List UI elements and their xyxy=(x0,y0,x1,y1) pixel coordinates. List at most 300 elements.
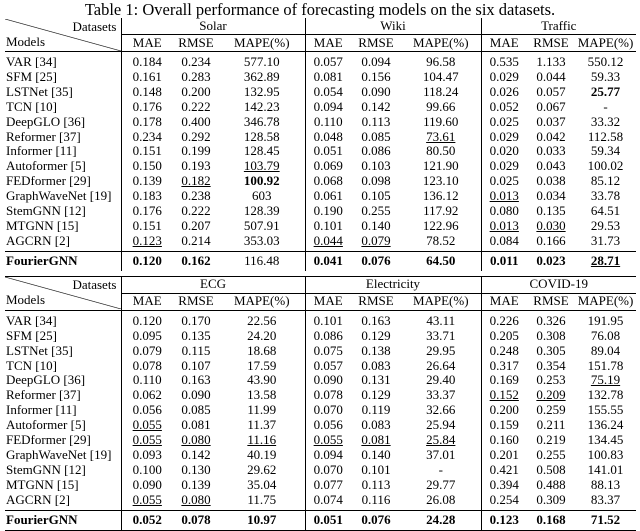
metric-cell xyxy=(401,359,481,374)
metric-cell xyxy=(575,433,636,448)
metric-cell xyxy=(527,448,575,463)
metric-cell xyxy=(305,433,351,448)
metric-cell xyxy=(481,510,527,530)
dataset-name: Wiki xyxy=(305,18,481,35)
metric-value: 362.89 xyxy=(243,68,280,84)
metric-cell xyxy=(305,85,351,100)
metric-cell xyxy=(401,52,481,70)
metric-cell xyxy=(527,115,575,130)
metric-cell xyxy=(527,204,575,219)
metric-cell xyxy=(351,130,401,145)
metric-value: 29.62 xyxy=(247,461,277,477)
metric-value: 33.37 xyxy=(426,387,456,403)
metric-value: 151.78 xyxy=(587,357,624,373)
metric-value: 0.205 xyxy=(489,327,519,343)
metric-value: 550.12 xyxy=(587,54,624,69)
metric-cell xyxy=(351,115,401,130)
metric-value: 0.078 xyxy=(181,511,211,527)
metric-cell xyxy=(527,359,575,374)
metric-cell xyxy=(173,478,219,493)
metric-value: 31.73 xyxy=(590,232,621,248)
metric-value: 22.56 xyxy=(247,312,277,328)
metric-cell xyxy=(351,174,401,189)
metric-cell xyxy=(121,85,173,100)
metric-cell xyxy=(121,310,173,328)
metric-cell xyxy=(219,329,305,344)
metric-cell xyxy=(527,130,575,145)
metric-cell xyxy=(575,85,636,100)
metric-cell xyxy=(575,52,636,70)
metric-cell xyxy=(305,418,351,433)
metric-cell xyxy=(351,418,401,433)
table-row xyxy=(5,52,636,70)
metric-cell xyxy=(121,403,173,418)
metric-value: 32.66 xyxy=(426,402,456,418)
metric-value: 0.308 xyxy=(536,327,566,343)
metric-cell xyxy=(173,329,219,344)
metric-value: 0.488 xyxy=(536,476,566,492)
metric-cell xyxy=(527,463,575,478)
metric-value: 0.207 xyxy=(181,217,211,233)
metric-cell xyxy=(121,388,173,403)
metric-cell xyxy=(305,329,351,344)
metric-value: 33.71 xyxy=(426,327,456,343)
metric-value: 0.148 xyxy=(132,83,162,99)
metric-cell xyxy=(219,52,305,70)
table-row xyxy=(5,493,636,510)
metric-cell xyxy=(527,478,575,493)
metric-cell xyxy=(351,463,401,478)
metric-cell xyxy=(401,234,481,251)
metric-cell xyxy=(219,234,305,251)
metric-cell xyxy=(219,388,305,403)
metric-value: 136.24 xyxy=(587,417,624,433)
metric-cell xyxy=(351,493,401,510)
metric-header: MAPE(%) xyxy=(219,293,305,310)
metric-cell xyxy=(219,310,305,328)
metric-value: 0.394 xyxy=(489,476,519,492)
metric-cell xyxy=(527,159,575,174)
metric-cell xyxy=(401,403,481,418)
metric-value: 132.78 xyxy=(587,387,624,403)
metric-cell xyxy=(575,219,636,234)
metric-value: 64.50 xyxy=(426,252,456,268)
metric-header: MAE xyxy=(481,35,527,52)
metric-value: 0.103 xyxy=(361,158,391,174)
metric-cell xyxy=(481,159,527,174)
model-name: LSTNet [35] xyxy=(5,344,121,359)
metric-value: 100.02 xyxy=(587,158,624,174)
metric-value: 0.163 xyxy=(361,312,391,328)
metric-value: 0.090 xyxy=(313,372,343,388)
metric-cell xyxy=(121,174,173,189)
metric-cell xyxy=(219,359,305,374)
metric-cell xyxy=(305,463,351,478)
metric-value: 0.123 xyxy=(132,232,162,248)
metric-value: 0.138 xyxy=(361,342,391,358)
metric-cell xyxy=(121,493,173,510)
metric-cell xyxy=(575,251,636,271)
table-row xyxy=(5,219,636,234)
metric-header: RMSE xyxy=(173,293,219,310)
metric-value: 0.176 xyxy=(132,98,162,114)
metric-cell xyxy=(121,373,173,388)
diagonal-divider xyxy=(5,277,121,309)
metric-cell xyxy=(173,174,219,189)
metric-value: 0.100 xyxy=(132,461,162,477)
metric-value: 0.214 xyxy=(181,232,211,248)
metric-header: MAE xyxy=(305,293,351,310)
metric-value: 75.19 xyxy=(590,372,621,388)
metric-cell xyxy=(527,144,575,159)
metric-value: 29.77 xyxy=(426,476,456,492)
model-name: SFM [25] xyxy=(5,329,121,344)
metric-value: 0.057 xyxy=(313,54,343,69)
table-row xyxy=(5,478,636,493)
metric-value: 0.090 xyxy=(132,476,162,492)
metric-cell xyxy=(305,52,351,70)
metric-value: 346.78 xyxy=(243,113,280,129)
model-name: MTGNN [15] xyxy=(5,478,121,493)
table-row xyxy=(5,403,636,418)
metric-value: 0.200 xyxy=(489,402,519,418)
metric-cell xyxy=(575,234,636,251)
metric-cell xyxy=(173,115,219,130)
metric-cell xyxy=(401,433,481,448)
model-name: TCN [10] xyxy=(5,100,121,115)
metric-value: 0.057 xyxy=(536,83,566,99)
metric-value: 78.52 xyxy=(426,232,456,248)
metric-value: 0.151 xyxy=(132,143,162,159)
metric-cell xyxy=(219,219,305,234)
metric-cell xyxy=(173,159,219,174)
metric-value: 0.166 xyxy=(536,232,566,248)
metric-cell xyxy=(173,144,219,159)
metric-cell xyxy=(121,70,173,85)
metric-cell xyxy=(351,144,401,159)
metric-cell xyxy=(575,115,636,130)
metric-value: 0.034 xyxy=(536,188,566,204)
metric-value: 83.37 xyxy=(590,491,621,507)
metric-value: 0.159 xyxy=(489,417,519,433)
metric-value: 96.58 xyxy=(426,54,456,69)
metric-cell xyxy=(481,478,527,493)
metric-cell xyxy=(351,52,401,70)
table-row xyxy=(5,329,636,344)
metric-cell xyxy=(481,115,527,130)
metric-value: 0.086 xyxy=(313,327,343,343)
metric-value: 0.152 xyxy=(489,387,519,403)
metric-cell xyxy=(173,204,219,219)
metric-value: 0.305 xyxy=(536,342,566,358)
table-row xyxy=(5,234,636,251)
metric-cell xyxy=(351,234,401,251)
metric-value: 0.011 xyxy=(489,252,519,268)
metric-value: 0.170 xyxy=(181,312,211,328)
metric-value: 0.081 xyxy=(181,417,211,433)
metric-value: 353.03 xyxy=(243,232,280,248)
model-name: Autoformer [5] xyxy=(5,159,121,174)
metric-cell xyxy=(351,433,401,448)
models-header-label: Models xyxy=(6,33,45,49)
model-name: TCN [10] xyxy=(5,359,121,374)
metric-cell xyxy=(305,448,351,463)
metric-cell xyxy=(219,70,305,85)
metric-cell xyxy=(305,510,351,530)
metric-value: 25.77 xyxy=(590,83,621,99)
metric-cell xyxy=(121,219,173,234)
metric-header: RMSE xyxy=(351,35,401,52)
metric-cell xyxy=(481,388,527,403)
model-name: AGCRN [2] xyxy=(5,234,121,251)
metric-cell xyxy=(351,251,401,271)
metric-header: RMSE xyxy=(527,293,575,310)
metric-value: 0.038 xyxy=(536,173,566,189)
table-row xyxy=(5,463,636,478)
metric-cell xyxy=(575,144,636,159)
metric-cell xyxy=(401,115,481,130)
metric-cell xyxy=(481,52,527,70)
metric-cell xyxy=(527,100,575,115)
metric-cell xyxy=(575,510,636,530)
model-name: AGCRN [2] xyxy=(5,493,121,510)
metric-cell xyxy=(575,130,636,145)
metric-value: 0.083 xyxy=(361,357,391,373)
dataset-name: Electricity xyxy=(305,276,481,293)
metric-value: 603 xyxy=(252,188,272,204)
metric-cell xyxy=(173,310,219,328)
metric-cell xyxy=(173,70,219,85)
metric-cell xyxy=(121,130,173,145)
metric-value: 11.99 xyxy=(247,402,277,418)
metric-cell xyxy=(401,219,481,234)
metric-cell xyxy=(481,130,527,145)
metric-value: 0.079 xyxy=(132,342,162,358)
metric-cell xyxy=(351,359,401,374)
metric-value: 0.101 xyxy=(313,312,343,328)
metric-value: 0.254 xyxy=(489,491,519,507)
metric-cell xyxy=(575,448,636,463)
metric-value: 0.201 xyxy=(489,446,519,462)
metric-cell xyxy=(575,493,636,510)
metric-cell xyxy=(173,189,219,204)
metric-value: 0.055 xyxy=(132,491,162,507)
metric-value: 0.085 xyxy=(181,402,211,418)
metric-cell xyxy=(401,418,481,433)
metric-value: 0.080 xyxy=(489,203,519,219)
metric-header: MAE xyxy=(305,35,351,52)
metric-value: 0.142 xyxy=(361,98,391,114)
metric-value: 0.123 xyxy=(489,511,519,527)
metric-cell xyxy=(401,310,481,328)
table-row xyxy=(5,100,636,115)
metric-value: 142.23 xyxy=(243,98,280,114)
datasets-header-label: Datasets xyxy=(72,18,117,34)
metric-cell xyxy=(575,189,636,204)
metric-value: 1.133 xyxy=(536,54,566,69)
model-name: Informer [11] xyxy=(5,144,121,159)
metric-cell xyxy=(219,448,305,463)
metric-cell xyxy=(305,70,351,85)
metric-cell xyxy=(219,159,305,174)
metric-cell xyxy=(173,359,219,374)
metric-value: 24.20 xyxy=(247,327,277,343)
metric-header: MAPE(%) xyxy=(401,293,481,310)
metric-value: 0.139 xyxy=(181,476,211,492)
metric-cell xyxy=(173,493,219,510)
metric-cell xyxy=(351,388,401,403)
metric-cell xyxy=(305,159,351,174)
metric-cell xyxy=(305,403,351,418)
table-row xyxy=(5,70,636,85)
metric-value: 0.041 xyxy=(313,252,343,268)
metric-value: 0.226 xyxy=(489,312,519,328)
table-row xyxy=(5,359,636,374)
metric-value: 0.190 xyxy=(313,203,343,219)
metric-value: 0.129 xyxy=(361,327,391,343)
metric-value: 24.28 xyxy=(426,511,456,527)
metric-cell xyxy=(351,403,401,418)
metric-cell xyxy=(401,159,481,174)
metric-cell xyxy=(219,478,305,493)
metric-value: 0.421 xyxy=(489,461,519,477)
metric-cell xyxy=(575,373,636,388)
metric-cell xyxy=(481,403,527,418)
metric-cell xyxy=(121,448,173,463)
metric-value: 0.076 xyxy=(361,511,391,527)
datasets-header-label: Datasets xyxy=(72,277,117,293)
metric-cell xyxy=(351,219,401,234)
metric-cell xyxy=(527,219,575,234)
metric-value: 0.077 xyxy=(313,476,343,492)
metric-value: 26.08 xyxy=(426,491,456,507)
metric-cell xyxy=(351,189,401,204)
metric-cell xyxy=(401,174,481,189)
model-name: FourierGNN xyxy=(5,251,121,271)
metric-value: 0.085 xyxy=(361,128,391,144)
metric-value: 0.135 xyxy=(536,203,566,219)
model-name: Autoformer [5] xyxy=(5,418,121,433)
metric-cell xyxy=(173,388,219,403)
metric-value: 0.400 xyxy=(181,113,211,129)
metric-value: 0.078 xyxy=(313,387,343,403)
metric-cell xyxy=(481,219,527,234)
metric-value: 0.248 xyxy=(489,342,519,358)
metric-cell xyxy=(527,373,575,388)
metric-cell xyxy=(401,388,481,403)
metric-value: 0.084 xyxy=(489,232,519,248)
metric-header: MAE xyxy=(121,293,173,310)
metric-cell xyxy=(575,159,636,174)
metric-value: 0.156 xyxy=(361,68,391,84)
metric-value: 141.01 xyxy=(587,461,624,477)
metric-value: 11.75 xyxy=(247,491,277,507)
metric-cell xyxy=(401,204,481,219)
metric-cell xyxy=(527,251,575,271)
metric-cell xyxy=(305,189,351,204)
metric-value: 89.04 xyxy=(590,342,621,358)
metric-value: 0.209 xyxy=(536,387,566,403)
metric-value: 0.219 xyxy=(536,432,566,448)
metric-value: 0.042 xyxy=(536,128,566,144)
model-name: Informer [11] xyxy=(5,403,121,418)
metric-cell xyxy=(575,70,636,85)
metric-value: 0.068 xyxy=(313,173,343,189)
metric-cell xyxy=(575,463,636,478)
metric-value: 0.076 xyxy=(361,252,391,268)
metric-value: 117.92 xyxy=(423,203,459,219)
metric-header: MAPE(%) xyxy=(219,35,305,52)
metric-cell xyxy=(305,204,351,219)
metric-cell xyxy=(305,359,351,374)
metric-value: 0.020 xyxy=(489,143,519,159)
metric-value: 0.161 xyxy=(132,68,162,84)
metric-value: 0.025 xyxy=(489,173,519,189)
metric-value: 0.110 xyxy=(313,113,343,129)
model-name: DeepGLO [36] xyxy=(5,373,121,388)
metric-value: 25.94 xyxy=(426,417,456,433)
table-row xyxy=(5,344,636,359)
metric-cell xyxy=(121,189,173,204)
metric-value: 43.90 xyxy=(247,372,277,388)
model-name: StemGNN [12] xyxy=(5,463,121,478)
metric-value: 0.309 xyxy=(536,491,566,507)
metric-value: 0.211 xyxy=(536,417,566,433)
metric-cell xyxy=(173,100,219,115)
metric-value: 0.026 xyxy=(489,83,519,99)
metric-value: 128.45 xyxy=(243,143,280,159)
metric-cell xyxy=(351,344,401,359)
metric-value: 0.090 xyxy=(361,83,391,99)
table-row xyxy=(5,448,636,463)
metric-value: 0.292 xyxy=(181,128,211,144)
metric-value: 0.067 xyxy=(536,98,566,114)
metric-cell xyxy=(351,329,401,344)
metric-value: 0.150 xyxy=(132,158,162,174)
metric-cell xyxy=(481,204,527,219)
metric-cell xyxy=(121,251,173,271)
dataset-name: ECG xyxy=(121,276,305,293)
metric-value: 13.58 xyxy=(247,387,277,403)
metric-value: 0.013 xyxy=(489,217,519,233)
metric-cell xyxy=(527,189,575,204)
table-row xyxy=(5,85,636,100)
metric-cell xyxy=(401,100,481,115)
metric-cell xyxy=(401,463,481,478)
metric-cell xyxy=(305,373,351,388)
metric-value: 0.535 xyxy=(489,54,519,69)
metric-value: 104.47 xyxy=(422,68,459,84)
metric-cell xyxy=(481,251,527,271)
metric-value: 0.052 xyxy=(132,511,162,527)
metric-value: 0.098 xyxy=(361,173,391,189)
metric-value: 0.178 xyxy=(132,113,162,129)
metric-cell xyxy=(527,174,575,189)
table-row xyxy=(5,373,636,388)
metric-cell xyxy=(527,388,575,403)
metric-value: 0.199 xyxy=(181,143,211,159)
metric-value: 136.12 xyxy=(422,188,459,204)
metric-value: 0.094 xyxy=(313,446,343,462)
metric-value: 0.222 xyxy=(181,98,211,114)
metric-cell xyxy=(481,493,527,510)
metric-cell xyxy=(173,433,219,448)
diagonal-header-cell xyxy=(5,276,121,310)
metric-cell xyxy=(575,344,636,359)
metric-cell xyxy=(481,329,527,344)
metric-value: 0.131 xyxy=(361,372,391,388)
metric-cell xyxy=(401,85,481,100)
